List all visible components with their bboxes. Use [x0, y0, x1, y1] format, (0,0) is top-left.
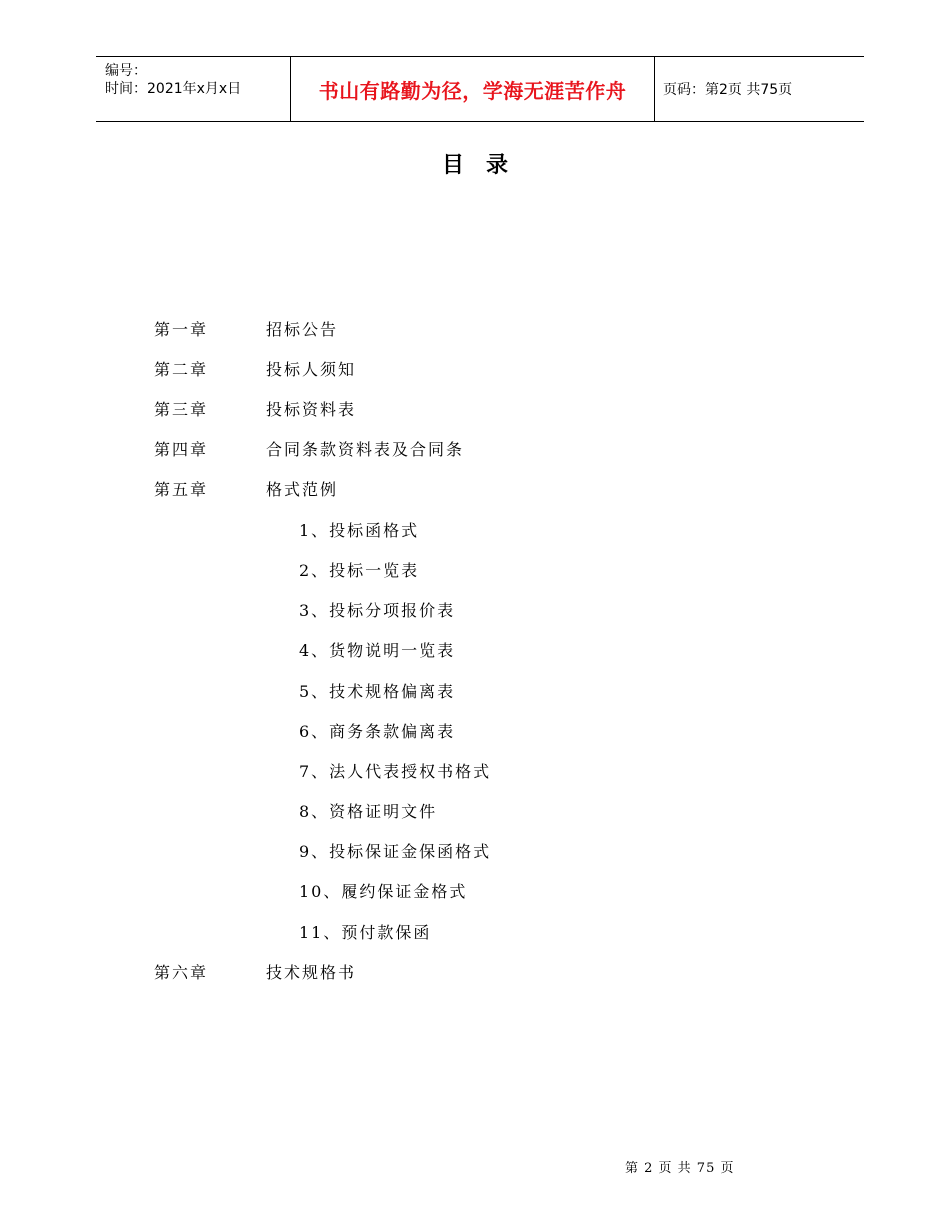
toc-chapter-title: 投标人须知 — [266, 360, 357, 379]
document-time-label: 时间：2021年x月x日 — [105, 81, 242, 97]
toc-chapter-title: 招标公告 — [266, 320, 339, 339]
toc-subitem-11[interactable]: 11、预付款保函 — [299, 923, 432, 942]
toc-subitem-2[interactable]: 2、投标一览表 — [299, 561, 420, 580]
toc-subitem-1[interactable]: 1、投标函格式 — [299, 521, 420, 540]
toc-subitem-6[interactable]: 6、商务条款偏离表 — [299, 722, 456, 741]
toc-subitem-10[interactable]: 10、履约保证金格式 — [299, 882, 468, 901]
toc-chapter-title: 技术规格书 — [266, 963, 357, 982]
header-slogan: 书山有路勤为径，学海无涯苦作舟 — [291, 57, 655, 121]
toc-chapter-number: 第四章 — [154, 440, 209, 459]
header-meta-cell — [96, 57, 291, 121]
toc-subitem-7[interactable]: 7、法人代表授权书格式 — [299, 762, 492, 781]
page-title: 目录 — [441, 153, 530, 178]
document-number-label: 编号： — [105, 63, 147, 79]
page-footer: 第 2 页 共 75 页 — [625, 1161, 735, 1176]
toc-chapter-number: 第五章 — [154, 480, 209, 499]
toc-chapter-number: 第一章 — [154, 320, 209, 339]
toc-chapter-number: 第二章 — [154, 360, 209, 379]
toc-subitem-8[interactable]: 8、资格证明文件 — [299, 802, 438, 821]
toc-chapter-title: 合同条款资料表及合同条 — [266, 440, 465, 459]
toc-chapter-title: 投标资料表 — [266, 400, 357, 419]
toc-subitem-5[interactable]: 5、技术规格偏离表 — [299, 682, 456, 701]
page-header — [96, 56, 864, 122]
toc-subitem-3[interactable]: 3、投标分项报价表 — [299, 601, 456, 620]
toc-chapter-number: 第三章 — [154, 400, 209, 419]
toc-chapter-number: 第六章 — [154, 963, 209, 982]
toc-subitem-4[interactable]: 4、货物说明一览表 — [299, 641, 456, 660]
toc-subitem-9[interactable]: 9、投标保证金保函格式 — [299, 842, 492, 861]
toc-chapter-title: 格式范例 — [266, 480, 339, 499]
header-page-info: 页码：第2页 共75页 — [663, 82, 793, 98]
